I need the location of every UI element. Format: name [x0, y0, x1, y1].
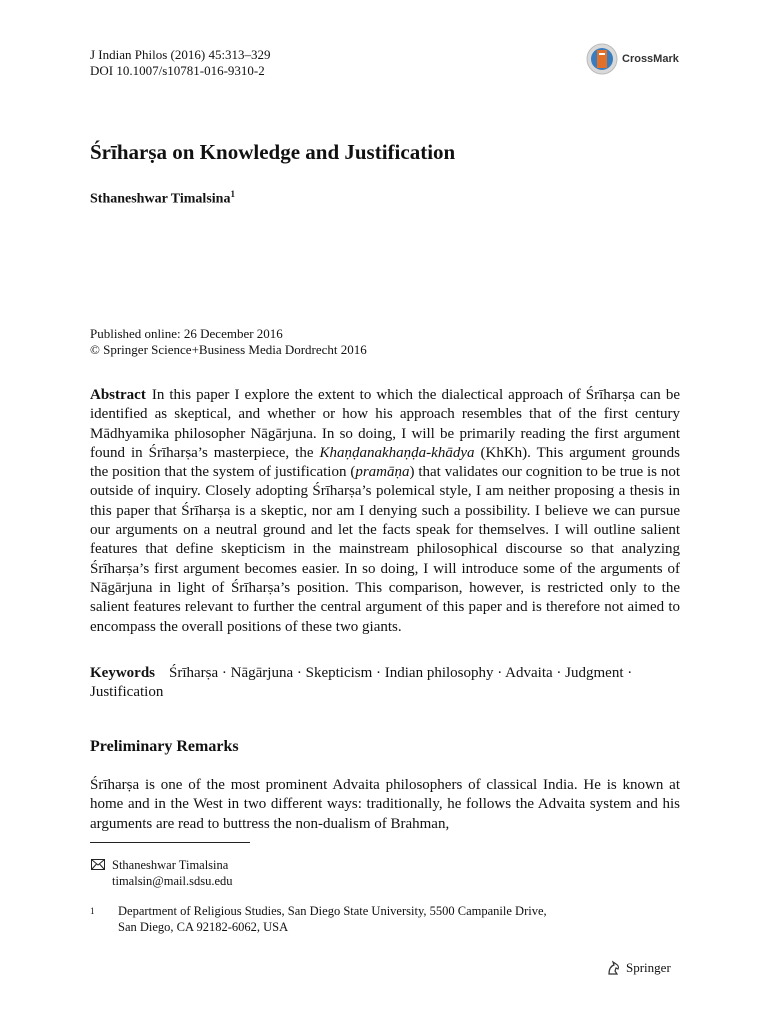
contact-email[interactable]: timalsin@mail.sdsu.edu — [112, 874, 233, 888]
footnote-divider — [90, 842, 250, 843]
publisher-logo — [606, 960, 671, 976]
author-name: Sthaneshwar Timalsina — [90, 191, 231, 207]
affiliation-footnote — [90, 903, 547, 935]
keywords-label: Keywords — [90, 665, 155, 681]
contact-name: Sthaneshwar Timalsina — [112, 858, 229, 872]
crossmark-label: CrossMark — [622, 53, 679, 65]
doi-line[interactable]: DOI 10.1007/s10781-016-9310-2 — [90, 63, 265, 78]
copyright-line: © Springer Science+Business Media Dordrecht 2016 — [90, 342, 367, 357]
abstract-italic-2: pramāṇa — [355, 464, 410, 481]
springer-horse-icon — [606, 960, 622, 976]
crossmark-icon — [586, 43, 618, 75]
article-title: Śrīharṣa on Knowledge and Justification — [90, 140, 456, 164]
abstract — [90, 386, 680, 637]
affil-number: 1 — [90, 906, 95, 916]
keywords — [90, 664, 680, 702]
section-heading: Preliminary Remarks — [90, 738, 239, 755]
journal-citation — [90, 47, 271, 79]
abstract-text-2: (KhKh). This argument grounds the position that the system of justification ( — [90, 444, 680, 481]
affil-line-1: Department of Religious Studies, San Diego State University, 5500 Campanile Drive, — [118, 904, 547, 918]
author-line — [90, 189, 235, 208]
publication-info — [90, 326, 367, 358]
keywords-text: Śrīharṣa · Nāgārjuna · Skepticism · Indian philosophy · Advaita · Judgment · Justification — [90, 665, 633, 700]
affil-line-2: San Diego, CA 92182-6062, USA — [118, 920, 289, 934]
publisher-name: Springer — [626, 960, 671, 975]
author-affil-mark: 1 — [230, 189, 235, 199]
contact-info — [90, 857, 233, 889]
crossmark-badge[interactable] — [586, 42, 686, 76]
abstract-text-1: In this paper I explore the extent to which the dialectical approach of Śrīharṣa can be identified as skeptical, and whether or how his approach resembles that of the first century Mādhyamika philosopher Nāgārjuna. In so doing, I will be primarily reading the first argument found in Śrīharṣa’s masterpiece, the — [90, 387, 680, 461]
envelope-icon — [90, 859, 106, 870]
published-date: Published online: 26 December 2016 — [90, 326, 283, 341]
section-body: Śrīharṣa is one of the most prominent Advaita philosophers of classical India. He is known at home and in the West in two different ways: traditionally, he follows the Advaita system and his arguments are read to buttress the non-dualism of Brahman, — [90, 777, 680, 832]
abstract-label: Abstract — [90, 387, 146, 403]
journal-line: J Indian Philos (2016) 45:313–329 — [90, 47, 271, 62]
abstract-text-3: ) that validates our cognition to be true is not outside of inquiry. Closely adopting Śrīharṣa’s polemical style, I am neither proposing a thesis in this paper that Śrīharṣa is a skeptic, nor am I denying such a possibility. I believe we can pursue our arguments on a neutral ground and let the facts speak for themselves. I will outline salient features that define skepticism in the mainstream philosophical discourse so that analyzing Śrīharṣa’s first argument becomes easier. In so doing, I will introduce some of the arguments of Nāgārjuna in light of Śrīharṣa’s position. This comparison, however, is restricted only to the salient features relevant to further the central argument of this paper and is therefore not aimed to encompass the overall positions of these two giants. — [90, 464, 680, 635]
abstract-italic-1: Khaṇḍanakhaṇḍa-khādya — [319, 444, 475, 461]
